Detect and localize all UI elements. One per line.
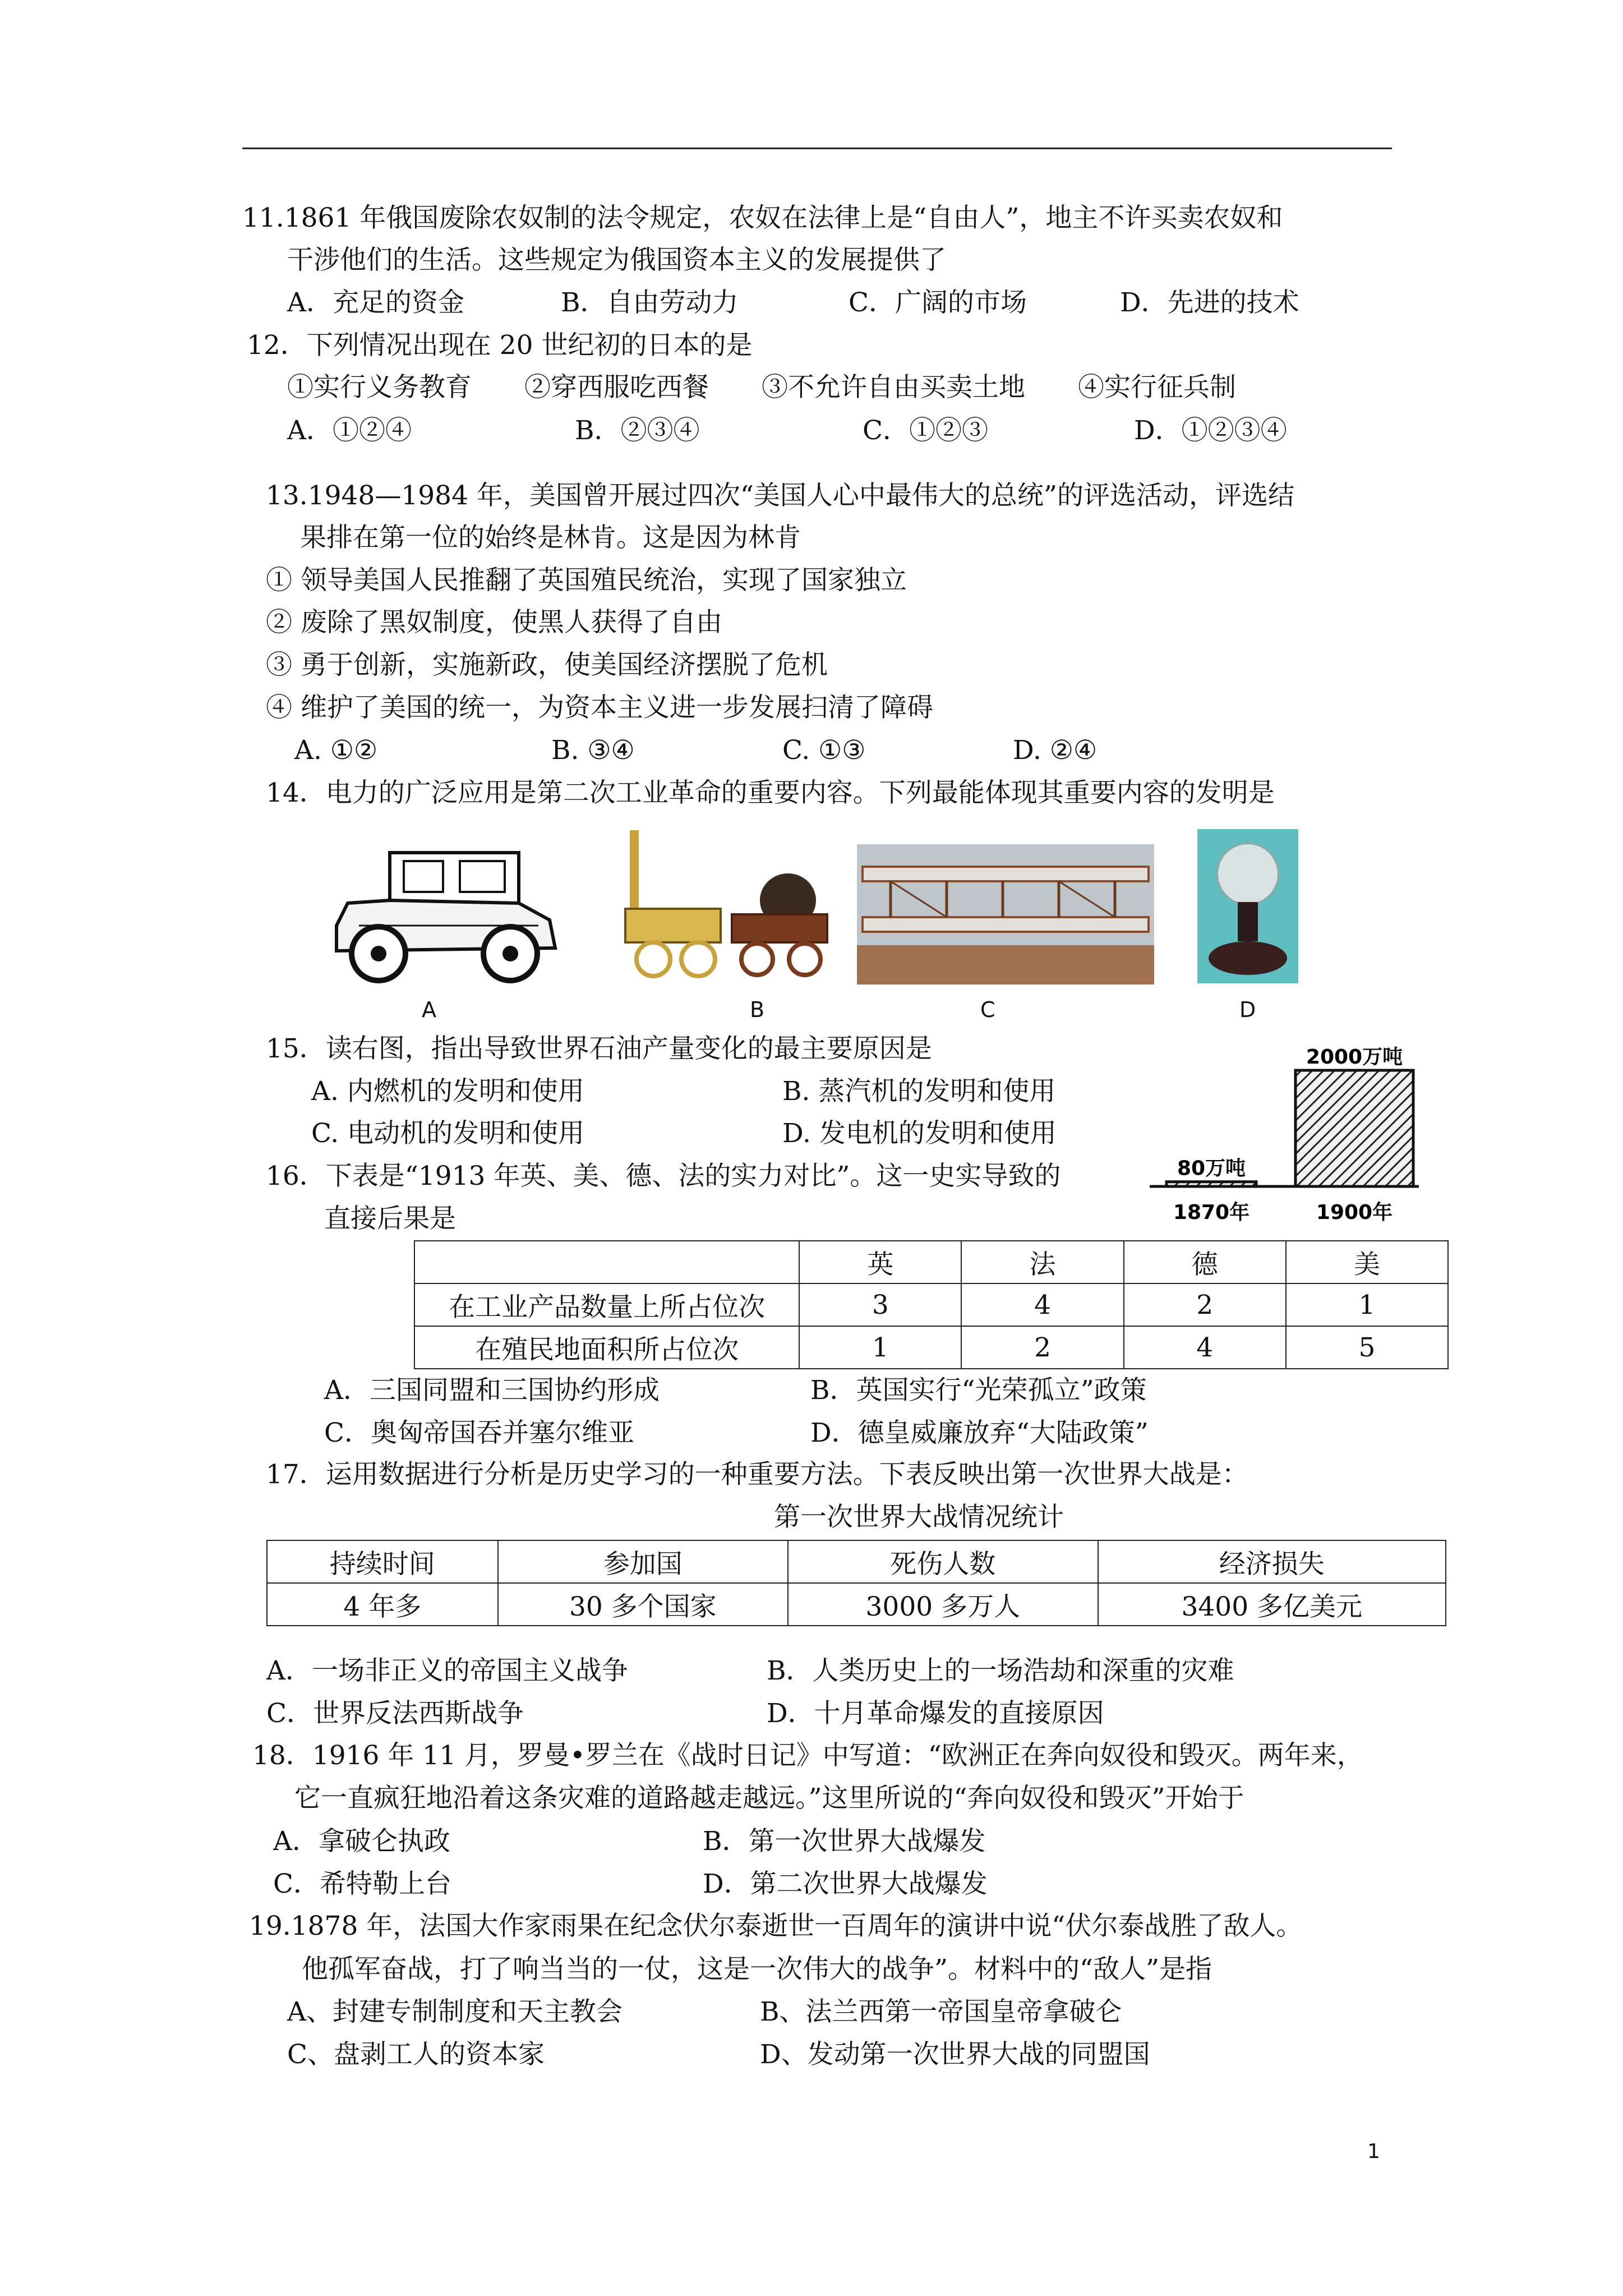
q16-option-d: D．德皇威廉放弃“大陆政策” [810,1418,1149,1448]
q17-stem: 17．运用数据进行分析是历史学习的一种重要方法。下表反映出第一次世界大战是： [266,1459,1248,1490]
q12-option-c: C．①②③ [863,415,988,446]
chart-category-label: 1870年 [1173,1201,1250,1224]
chart-data-label: 80万吨 [1177,1157,1246,1180]
q18-option-d: D．第二次世界大战爆发 [703,1869,988,1899]
table-header-cell: 经济损失 [1098,1540,1446,1583]
q12-option-a: A．①②④ [287,415,412,446]
table-cell: 3000 多万人 [788,1583,1098,1626]
table-cell: 4 [1124,1326,1286,1369]
q17-option-a: A．一场非正义的帝国主义战争 [266,1655,628,1686]
table-header-cell [414,1241,799,1283]
q19-stem-line1: 19.1878 年，法国大作家雨果在纪念伏尔泰逝世一百周年的演讲中说“伏尔泰战胜了敌人。 [249,1911,1303,1941]
q18-option-c: C．希特勒上台 [273,1869,451,1899]
table-row [267,1583,1446,1626]
q15-option-d: D. 发电机的发明和使用 [782,1118,1057,1149]
q19-option-b: B、法兰西第一帝国皇帝拿破仑 [760,1996,1122,2027]
table-cell: 4 年多 [267,1583,498,1626]
q13-stem-line2: 果排在第一位的始终是林肯。这是因为林肯 [300,522,801,553]
q12-option-d: D．①②③④ [1134,415,1287,446]
q11-option-d: D．先进的技术 [1120,287,1299,318]
q12-items: ①实行义务教育 ②穿西服吃西餐 ③不允许自由买卖土地 ④实行征兵制 [287,372,1236,403]
header-rule [242,148,1392,149]
locomotive-illustration [620,825,833,987]
table-header-row [414,1241,1448,1283]
q18-option-b: B．第一次世界大战爆发 [703,1826,986,1857]
q19-option-d: D、发动第一次世界大战的同盟国 [760,2039,1150,2070]
q12-stem: 12．下列情况出现在 20 世纪初的日本的是 [247,330,753,361]
q12-option-b: B．②③④ [575,415,700,446]
table-cell: 4 [961,1283,1123,1326]
q11-option-c: C．广阔的市场 [849,287,1027,318]
q19-stem-line2: 他孤军奋战，打了响当当的一仗，这是一次伟大的战争”。材料中的“敌人”是指 [302,1954,1212,1985]
q17-option-d: D．十月革命爆发的直接原因 [767,1698,1104,1729]
q17-option-b: B．人类历史上的一场浩劫和深重的灾难 [767,1655,1234,1686]
table-header-cell: 死伤人数 [788,1540,1098,1583]
table-cell: 1 [1286,1283,1448,1326]
light-bulb-illustration [1197,829,1298,983]
figure-label-b: B [750,997,765,1022]
table-cell: 3400 多亿美元 [1098,1583,1446,1626]
table-row [414,1326,1448,1369]
q19-option-c: C、盘剥工人的资本家 [287,2039,545,2070]
q11-stem-line1: 11.1861 年俄国废除农奴制的法令规定，农奴在法律上是“自由人”，地主不许买卖农奴和 [242,203,1283,233]
table-row [414,1283,1448,1326]
chart-bar [1295,1070,1413,1186]
q14-stem: 14．电力的广泛应用是第二次工业革命的重要内容。下列最能体现其重要内容的发明是 [266,777,1275,808]
power-comparison-table [414,1240,1449,1369]
chart-category-label: 1900年 [1316,1201,1393,1224]
q15-option-a: A. 内燃机的发明和使用 [311,1076,584,1107]
q11-option-a: A．充足的资金 [287,287,464,318]
oil-production-chart [1144,1038,1424,1234]
chart-data-label: 2000万吨 [1306,1046,1403,1069]
figure-label-a: A [422,997,436,1022]
q16-option-b: B．英国实行“光荣孤立”政策 [810,1375,1147,1406]
table-cell: 2 [961,1326,1123,1369]
table-header-cell: 持续时间 [267,1540,498,1583]
q15-option-b: B. 蒸汽机的发明和使用 [782,1076,1056,1107]
table-header-cell: 美 [1286,1241,1448,1283]
table-header-cell: 德 [1124,1241,1286,1283]
figure-label-c: C [980,997,995,1022]
q16-option-a: A．三国同盟和三国协约形成 [324,1375,660,1406]
q19-option-a: A、封建专制制度和天主教会 [287,1996,623,2027]
q18-stem-line1: 18．1916 年 11 月，罗曼•罗兰在《战时日记》中写道：“欧洲正在奔向奴役和毁灭。两年来， [252,1740,1363,1771]
q17-option-c: C．世界反法西斯战争 [266,1698,524,1729]
q13-item-4: ④ 维护了美国的统一，为资本主义进一步发展扫清了障碍 [266,692,933,723]
table-cell: 5 [1286,1326,1448,1369]
table-cell: 在工业产品数量上所占位次 [414,1283,799,1326]
table-header-cell: 参加国 [498,1540,788,1583]
q13-item-2: ② 废除了黑奴制度，使黑人获得了自由 [266,607,722,638]
q11-stem-line2: 干涉他们的生活。这些规定为俄国资本主义的发展提供了 [287,245,946,275]
ww1-statistics-table [266,1540,1446,1626]
table-header-row [267,1540,1446,1583]
q16-option-c: C．奥匈帝国吞并塞尔维亚 [324,1418,634,1448]
table-cell: 在殖民地面积所占位次 [414,1326,799,1369]
q15-stem: 15．读右图，指出导致世界石油产量变化的最主要原因是 [266,1033,932,1064]
q16-stem-line2: 直接后果是 [324,1203,456,1234]
page-number: 1 [1367,2140,1380,2163]
q13-option-a: A. ①② [294,735,378,766]
q17-table-title: 第一次世界大战情况统计 [774,1502,1064,1533]
q16-stem-line1: 16．下表是“1913 年英、美、德、法的实力对比”。这一史实导致的 [266,1161,1061,1191]
q13-option-c: C. ①③ [782,735,866,766]
table-cell: 1 [799,1326,961,1369]
q13-item-3: ③ 勇于创新，实施新政，使美国经济摆脱了危机 [266,650,828,680]
chart-bar [1166,1182,1256,1186]
car-illustration [325,841,572,987]
q15-option-c: C. 电动机的发明和使用 [311,1118,585,1149]
q13-option-b: B. ③④ [551,735,635,766]
airplane-illustration [857,844,1154,984]
q13-stem-line1: 13.1948—1984 年，美国曾开展过四次“美国人心中最伟大的总统”的评选活动，评选结 [266,480,1294,511]
table-cell: 3 [799,1283,961,1326]
q13-item-1: ① 领导美国人民推翻了英国殖民统治，实现了国家独立 [266,565,907,596]
q18-option-a: A．拿破仑执政 [273,1826,450,1857]
table-header-cell: 法 [961,1241,1123,1283]
q13-option-d: D. ②④ [1013,735,1098,766]
table-cell: 2 [1124,1283,1286,1326]
q11-option-b: B．自由劳动力 [561,287,739,318]
table-header-cell: 英 [799,1241,961,1283]
figure-label-d: D [1239,997,1256,1022]
table-cell: 30 多个国家 [498,1583,788,1626]
q18-stem-line2: 它一直疯狂地沿着这条灾难的道路越走越远。”这里所说的“奔向奴役和毁灭”开始于 [294,1783,1244,1814]
